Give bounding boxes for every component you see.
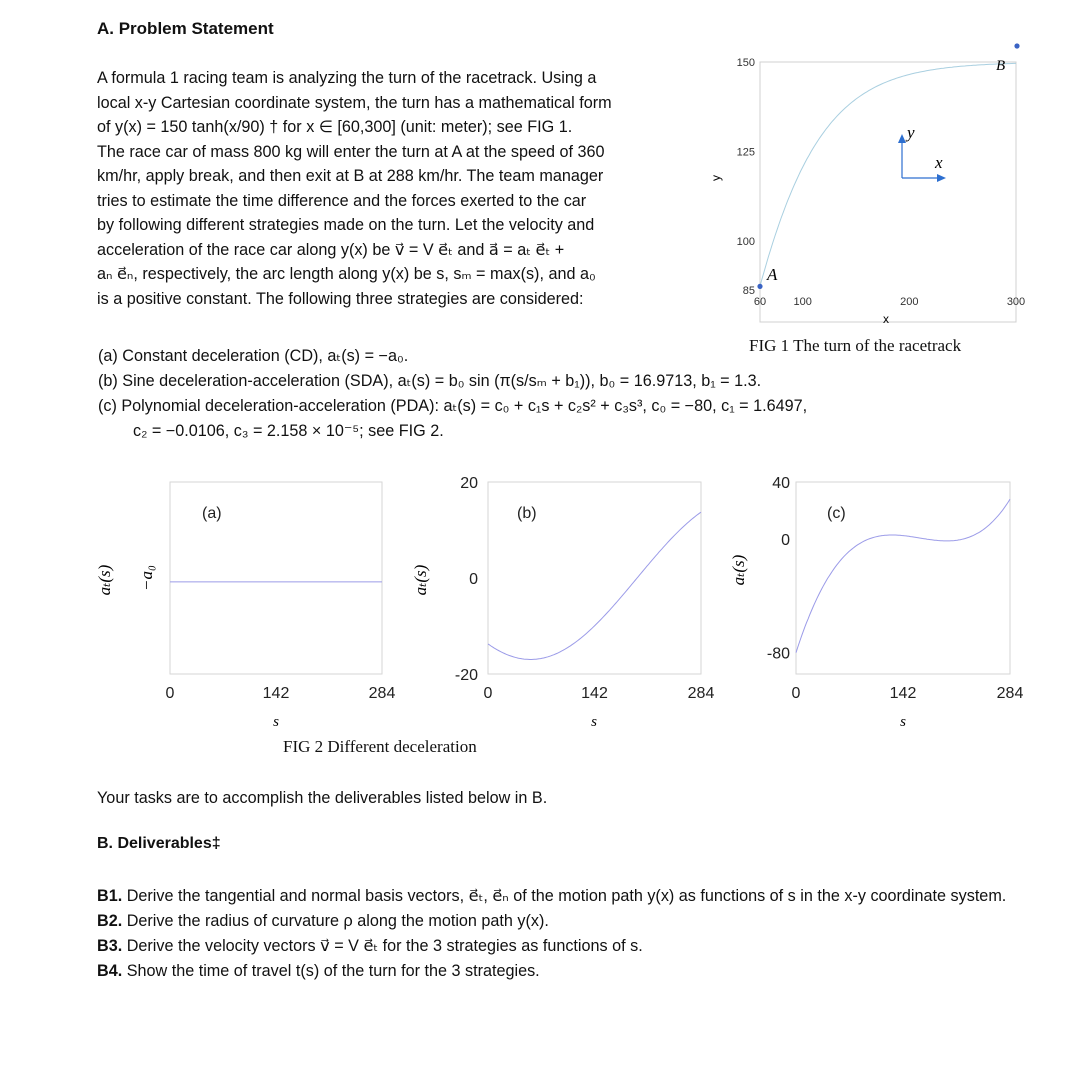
panel-a-y-tick-a0: −a₀ <box>137 565 156 591</box>
paragraph-line: acceleration of the race car along y(x) be v⃗ = V e⃗ₜ and a⃗ = aₜ e⃗ₜ + <box>97 240 565 259</box>
panel-b-label: (b) <box>517 505 537 522</box>
fig1-plot-frame <box>760 62 1016 322</box>
panel-y-tick-label: 20 <box>460 475 478 492</box>
deliverable-text: Derive the tangential and normal basis vectors, e⃗ₜ, e⃗ₙ of the motion path y(x) as functions of s in the x-y coordinate system. <box>122 887 1007 905</box>
paragraph-line: tries to estimate the time difference and the forces exerted to the car <box>97 191 587 210</box>
fig1-y-tick-label: 85 <box>742 285 755 297</box>
paragraph-line: local x-y Cartesian coordinate system, the turn has a mathematical form <box>97 93 612 112</box>
fig1-y-axis-label: y <box>709 175 723 181</box>
fig1-caption: FIG 1 The turn of the racetrack <box>749 336 962 355</box>
panel-y-tick-label: 0 <box>781 531 790 549</box>
point-b-label: B <box>996 58 1006 74</box>
panel-a-y-axis-label: aₜ(s) <box>95 564 114 596</box>
strategy-a: (a) Constant deceleration (CD), aₜ(s) = −a₀. <box>98 347 409 365</box>
deliverable-label: B2. <box>97 912 123 930</box>
fig1-x-tick-label: 100 <box>793 296 812 308</box>
panel-x-tick-label: 142 <box>581 685 608 702</box>
panel-y-tick-label: -80 <box>766 645 790 663</box>
fig2-caption: FIG 2 Different deceleration <box>283 737 477 756</box>
problem-paragraph <box>97 66 697 311</box>
strategies-list <box>98 344 807 444</box>
inset-x-label: x <box>935 153 943 172</box>
fig1-x-axis-label: x <box>883 312 889 326</box>
panel-c-x-axis-label: s <box>900 714 906 730</box>
panel-y-tick-label: 40 <box>772 475 790 492</box>
deliverable-b2 <box>97 909 1032 934</box>
panel-x-tick-label: 284 <box>687 685 715 702</box>
fig1-y-tick-label: 100 <box>736 236 755 249</box>
point-a-marker <box>757 284 762 289</box>
fig1-x-tick-label: 300 <box>1006 296 1026 308</box>
point-a-label: A <box>767 265 778 284</box>
fig1-x-tick-label: 60 <box>753 296 767 308</box>
paragraph-line: is a positive constant. The following three strategies are considered: <box>97 289 584 308</box>
panel-x-tick-label: 142 <box>889 685 917 702</box>
deliverable-text: Show the time of travel t(s) of the turn for the 3 strategies. <box>122 962 540 980</box>
panel-b-y-axis-label: aₜ(s) <box>411 564 430 596</box>
deliverable-label: B4. <box>97 962 123 980</box>
fig1-y-tick-label: 125 <box>736 146 755 159</box>
panel-x-tick-label: 142 <box>262 685 290 702</box>
panel-a-label: (a) <box>202 505 222 522</box>
deliverable-label: B3. <box>97 937 123 955</box>
deliverable-text: Derive the radius of curvature ρ along the motion path y(x). <box>122 912 549 930</box>
fig2-charts <box>90 470 1040 740</box>
deliverable-text: Derive the velocity vectors v⃗ = V e⃗ₜ for the 3 strategies as functions of s. <box>122 937 643 955</box>
paragraph-line: A formula 1 racing team is analyzing the turn of the racetrack. Using a <box>97 69 597 87</box>
deliverables-list <box>97 884 1032 984</box>
deliverable-b1 <box>97 884 1032 909</box>
point-b-marker <box>1014 43 1019 48</box>
panel-b-x-axis-label: s <box>591 714 597 730</box>
section-a-heading: A. Problem Statement <box>97 19 274 38</box>
panel-y-tick-label: 0 <box>469 571 478 588</box>
panel-x-tick-label: 284 <box>368 685 396 702</box>
panel-x-tick-label: 0 <box>165 685 175 702</box>
panel-a-x-axis-label: s <box>273 714 279 730</box>
strategy-c-cont: c₂ = −0.0106, c₃ = 2.158 × 10⁻⁵; see FIG 2. <box>133 422 444 440</box>
strategy-b: (b) Sine deceleration-acceleration (SDA), aₜ(s) = b₀ sin (π(s/sₘ + b₁)), b₀ = 16.9713, b₁ = 1.3. <box>98 372 762 390</box>
deliverable-b3 <box>97 934 1032 959</box>
paragraph-line: by following different strategies made on the turn. Let the velocity and <box>97 216 595 234</box>
deliverable-b4 <box>97 959 1032 984</box>
deliverable-label: B1. <box>97 887 123 905</box>
inset-y-label: y <box>907 123 915 142</box>
panel-x-tick-label: 284 <box>996 685 1024 702</box>
paragraph-line: aₙ e⃗ₙ, respectively, the arc length along y(x) be s, sₘ = max(s), and a₀ <box>97 265 596 283</box>
fig1-y-tick-label: 150 <box>736 57 755 69</box>
panel-x-tick-label: 0 <box>791 685 801 702</box>
panel-x-tick-label: 0 <box>483 685 493 702</box>
fig1-chart <box>700 40 1040 340</box>
panel-c-y-axis-label: aₜ(s) <box>729 554 748 586</box>
paragraph-line: km/hr, apply break, and then exit at B at 288 km/hr. The team manager <box>97 167 604 185</box>
fig1-x-tick-label: 200 <box>900 296 919 308</box>
panel-c-label: (c) <box>827 505 846 522</box>
section-b-heading: B. Deliverables‡ <box>97 835 221 852</box>
paragraph-line: The race car of mass 800 kg will enter the turn at A at the speed of 360 <box>97 142 605 161</box>
strategy-c: (c) Polynomial deceleration-acceleration (PDA): aₜ(s) = c₀ + c₁s + c₂s² + c₃s³, c₀ = −80, c₁ = 1.6497, <box>98 397 808 415</box>
task-intro: Your tasks are to accomplish the deliverables listed below in B. <box>97 789 548 807</box>
paragraph-line: of y(x) = 150 tanh(x/90) † for x ∈ [60,300] (unit: meter); see FIG 1. <box>97 118 573 136</box>
panel-y-tick-label: -20 <box>454 667 478 684</box>
